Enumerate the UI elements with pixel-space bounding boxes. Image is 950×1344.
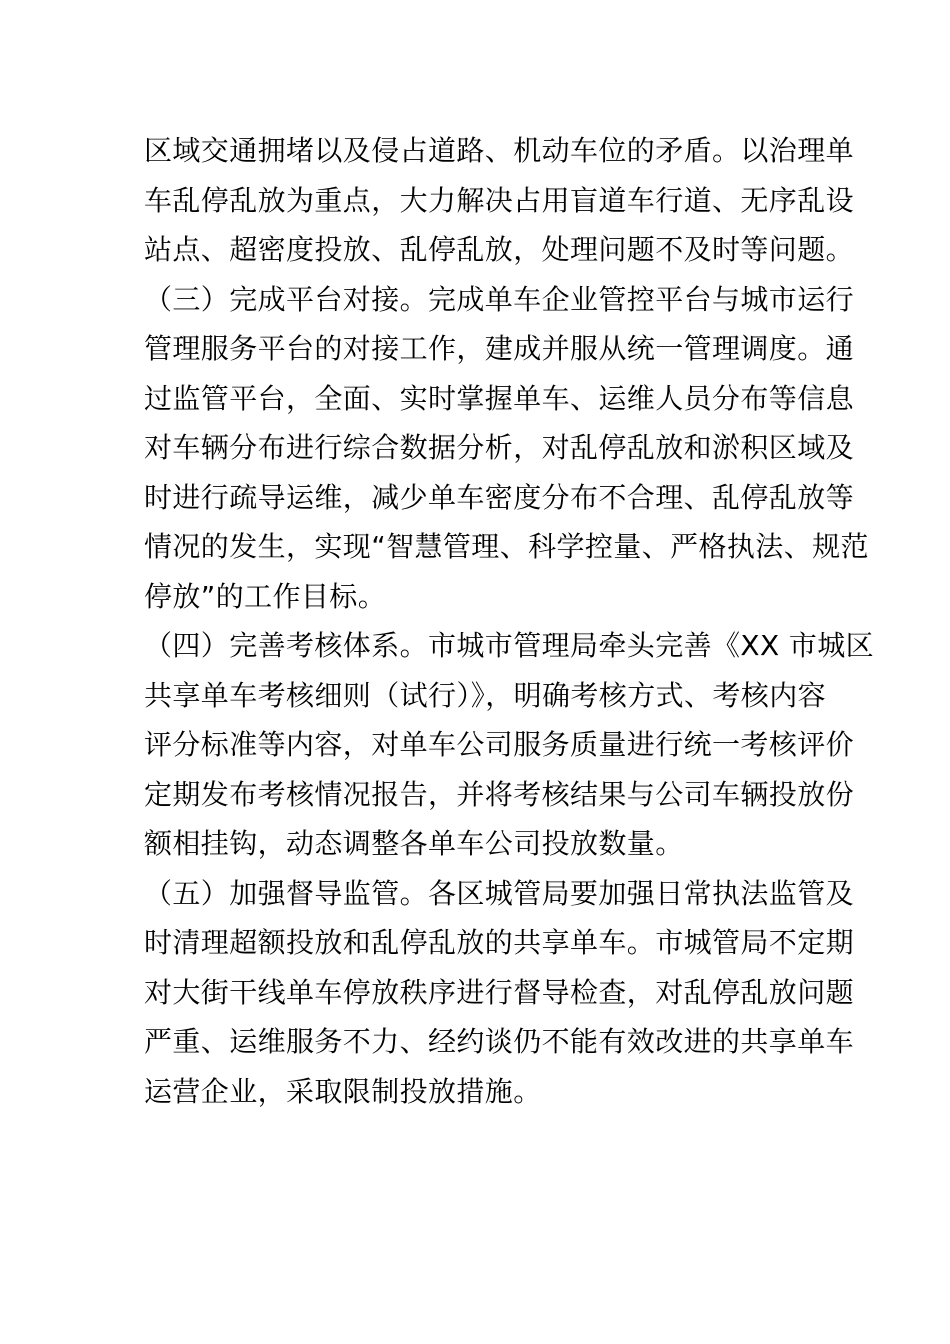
text-line: 情况的发生，实现“智慧管理、科学控量、严格执法、规范 [144, 530, 869, 563]
text-line: 额相挂钩，动态调整各单车公司投放数量。 [144, 827, 684, 860]
text-line: 区域交通拥堵以及侵占道路、机动车位的矛盾。以治理单 [144, 134, 855, 167]
text-line: 运营企业，采取限制投放措施。 [144, 1074, 542, 1108]
document-body [144, 126, 875, 1116]
text-line: 停放”的工作目标。 [144, 579, 387, 613]
text-line: 时进行疏导运维，减少单车密度分布不合理、乱停乱放等 [144, 480, 855, 514]
text-line: 对车辆分布进行综合数据分析，对乱停乱放和淤积区域及 [144, 431, 855, 464]
section-heading-line: （五）加强督导监管。各区城管局要加强日常执法监管及 [144, 876, 855, 910]
text-line: 共享单车考核细则（试行）》，明确考核方式、考核内容 [144, 678, 827, 712]
text-line: 站点、超密度投放、乱停乱放，处理问题不及时等问题。 [144, 233, 855, 266]
text-line: 严重、运维服务不力、经约谈仍不能有效改进的共享单车 [144, 1025, 855, 1058]
text-line: 时清理超额投放和乱停乱放的共享单车。市城管局不定期 [144, 926, 855, 959]
text-line: 过监管平台，全面、实时掌握单车、运维人员分布等信息 [144, 381, 855, 415]
text-line: 评分标准等内容，对单车公司服务质量进行统一考核评价 [144, 728, 855, 761]
text-line: 管理服务平台的对接工作，建成并服从统一管理调度。通 [144, 332, 855, 365]
text-line: 定期发布考核情况报告，并将考核结果与公司车辆投放份 [144, 777, 855, 811]
section-heading-line: （三）完成平台对接。完成单车企业管控平台与城市运行 [144, 282, 855, 316]
section-heading-line: （四）完善考核体系。市城市管理局牵头完善《XX 市城区 [144, 629, 875, 662]
text-line: 车乱停乱放为重点，大力解决占用盲道车行道、无序乱设 [144, 183, 855, 217]
text-line: 对大街干线单车停放秩序进行督导检查，对乱停乱放问题 [144, 975, 855, 1009]
